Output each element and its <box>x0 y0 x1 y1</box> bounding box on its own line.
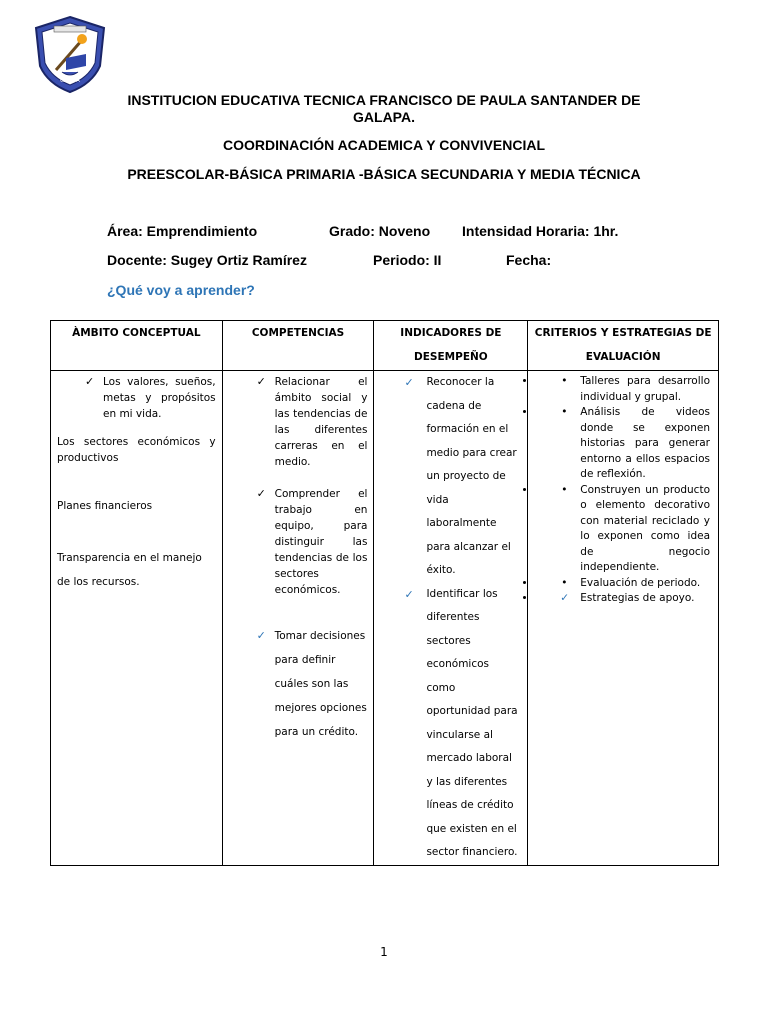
indicador-item: ✓ Reconocer la cadena de formación en el medio para crear un proyecto de vida laboralmente para alcanzar el éxito. <box>380 371 519 583</box>
ambito-paragraph: Transparencia en el manejo de los recursos. <box>57 552 202 588</box>
header-ambito: ÀMBITO CONCEPTUAL <box>51 321 223 371</box>
indicadores-cell <box>374 371 528 866</box>
school-shield-logo <box>32 14 108 94</box>
area-field: Área: Emprendimiento <box>107 223 258 239</box>
criterio-item: • • Análisis de videos donde se exponen historias para generar entorno a ellos espacios de reflexión. <box>536 405 710 483</box>
learn-heading: ¿Qué voy a aprender? <box>107 282 255 298</box>
curriculum-table <box>50 320 719 866</box>
criterio-item: • • Construyen un producto o elemento decorativo con material reciclado y lo exponen como idea de negocio independiente. <box>536 483 710 576</box>
institution-title: INSTITUCION EDUCATIVA TECNICA FRANCISCO DE PAULA SANTANDER DE GALAPA. <box>127 92 641 125</box>
coordination-title: COORDINACIÓN ACADEMICA Y CONVIVENCIAL <box>222 137 546 153</box>
docente-field: Docente: Sugey Ortiz Ramírez <box>107 252 307 268</box>
grado-field: Grado: Noveno <box>329 223 431 239</box>
page-number: 1 <box>380 945 388 959</box>
header-criterios: CRITERIOS Y ESTRATEGIAS DE EVALUACIÓN <box>528 321 719 371</box>
intensidad-field: Intensidad Horaria: 1hr. <box>462 223 619 239</box>
competencia-item: ✓ Relacionar el ámbito social y las tendencias de las diferentes carreras en el medio. <box>229 374 368 470</box>
logo-banner: GALAPA <box>60 78 80 84</box>
levels-title: PREESCOLAR-BÁSICA PRIMARIA -BÁSICA SECUNDARIA Y MEDIA TÉCNICA <box>127 166 641 182</box>
header-indicadores: INDICADORES DE DESEMPEÑO <box>374 321 528 371</box>
criterio-item: • • Evaluación de periodo. <box>536 576 710 592</box>
header-competencias: COMPETENCIAS <box>222 321 374 371</box>
fecha-field: Fecha: <box>506 252 552 268</box>
criterio-item: • • Talleres para desarrollo individual y grupal. <box>536 374 710 405</box>
ambito-cell <box>51 371 223 866</box>
indicador-item: ✓ Identificar los diferentes sectores económicos como oportunidad para vincularse al mercado laboral y las diferentes líneas de crédito que existen en el sector financiero. <box>380 583 519 865</box>
ambito-check-item: ✓ Los valores, sueños, metas y propósitos en mi vida. <box>57 374 216 422</box>
competencia-item: ✓ Comprender el trabajo en equipo, para distinguir las tendencias de los sectores económicos. <box>229 486 368 598</box>
competencia-item: ✓ Tomar decisiones para definir cuáles son las mejores opciones para un crédito. <box>229 624 368 744</box>
competencias-cell <box>222 371 374 866</box>
criterios-cell <box>528 371 719 866</box>
ambito-paragraph: Planes financieros <box>57 500 153 512</box>
criterio-item: ✓ • Estrategias de apoyo. <box>536 591 710 607</box>
periodo-field: Periodo: II <box>373 252 442 268</box>
ambito-paragraph: Los sectores económicos y productivos <box>57 436 216 464</box>
